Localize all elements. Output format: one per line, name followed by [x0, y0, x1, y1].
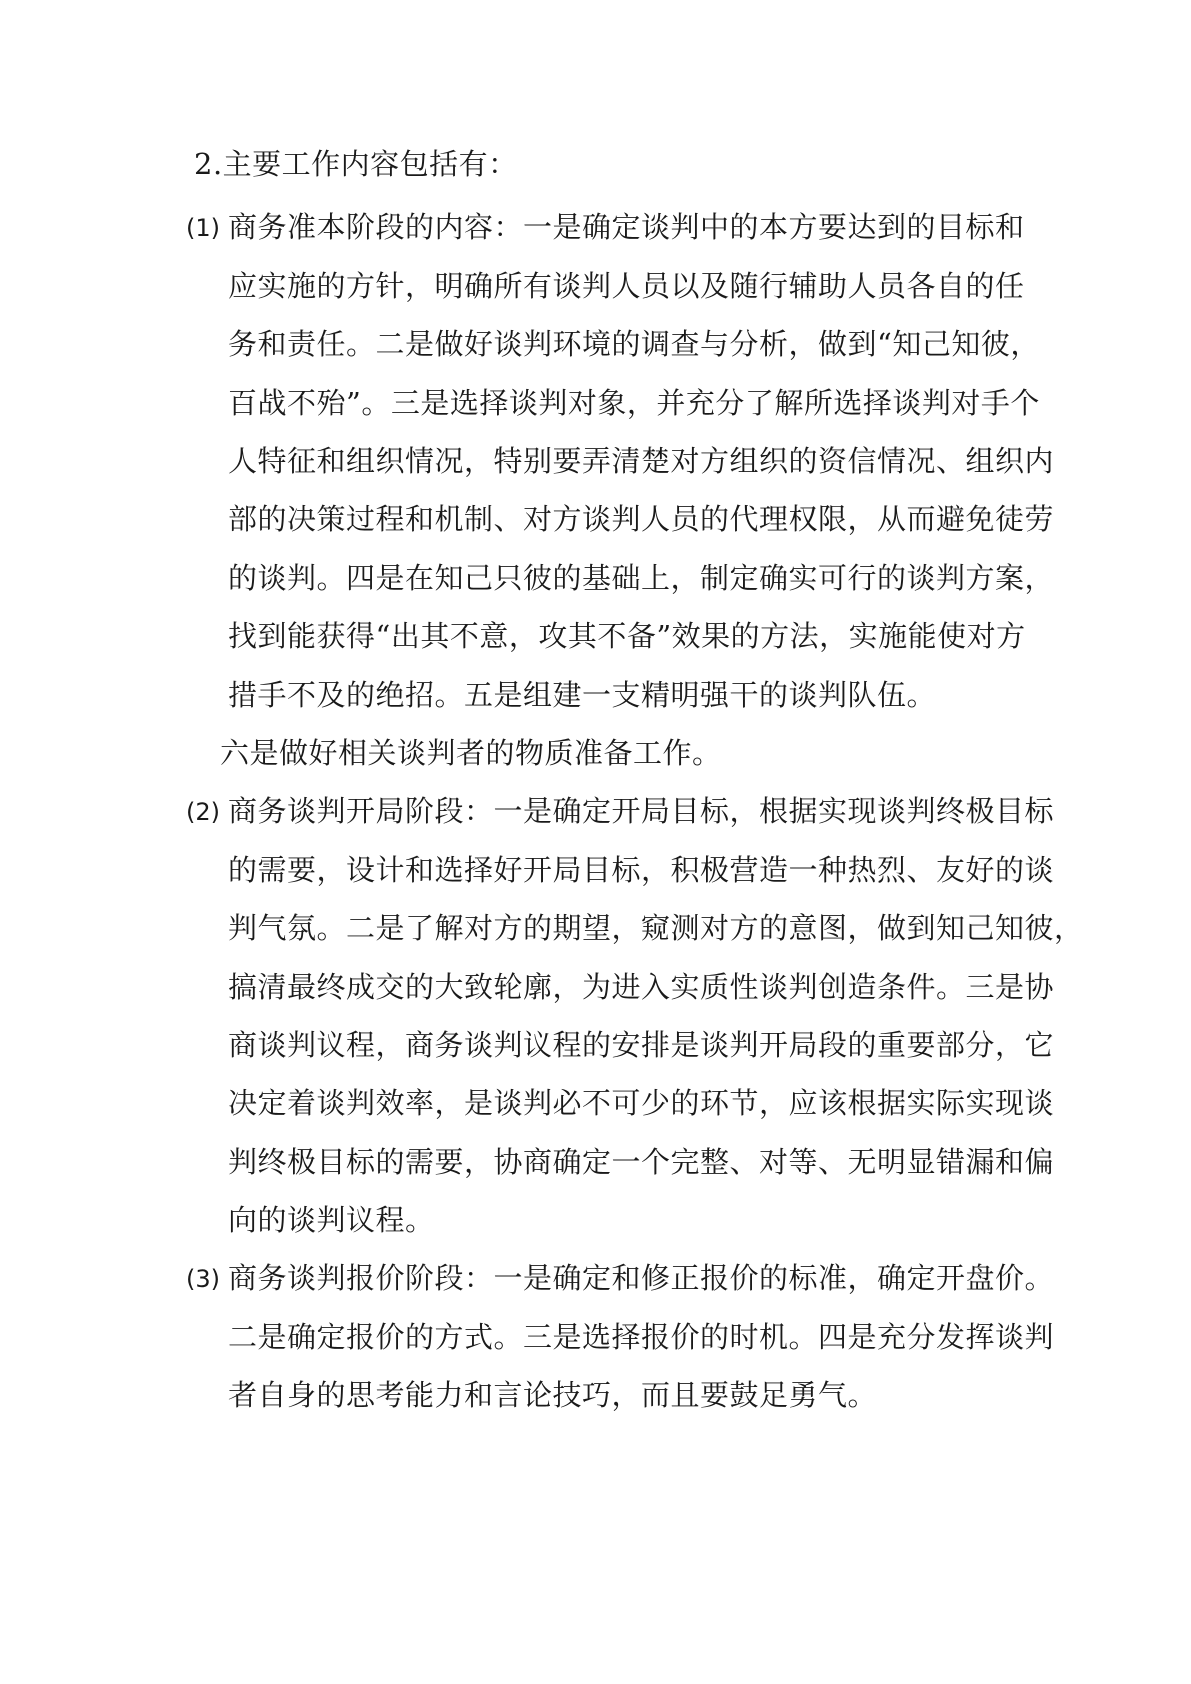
item-line: 商务谈判开局阶段：一是确定开局目标，根据实现谈判终极目标	[228, 794, 1055, 828]
item-line: 决定着谈判效率，是谈判必不可少的环节，应该根据实际实现谈	[228, 1086, 1055, 1120]
item-line: 人特征和组织情况，特别要弄清楚对方组织的资信情况、组织内	[228, 444, 1055, 478]
item-line: 向的谈判议程。	[228, 1203, 435, 1237]
item-number: (1)	[186, 214, 220, 242]
item-line: 商谈判议程，商务谈判议程的安排是谈判开局段的重要部分，它	[228, 1028, 1055, 1062]
item-line: 的需要，设计和选择好开局目标，积极营造一种热烈、友好的谈	[228, 853, 1055, 887]
item-line: 应实施的方针，明确所有谈判人员以及随行辅助人员各自的任	[228, 269, 1025, 303]
item-line: 的谈判。四是在知己只彼的基础上，制定确实可行的谈判方案，	[228, 561, 1055, 595]
item-line: 判终极目标的需要，协商确定一个完整、对等、无明显错漏和偏	[228, 1145, 1055, 1179]
item-line: 部的决策过程和机制、对方谈判人员的代理权限，从而避免徒劳	[228, 502, 1055, 536]
item-line: 判气氛。二是了解对方的期望，窥测对方的意图，做到知己知彼，	[228, 911, 1084, 945]
item-line: 者自身的思考能力和言论技巧，而且要鼓足勇气。	[228, 1378, 878, 1412]
item-line: 搞清最终成交的大致轮廓，为进入实质性谈判创造条件。三是协	[228, 970, 1055, 1004]
item-number: (3)	[186, 1265, 220, 1293]
item-line: 商务准本阶段的内容：一是确定谈判中的本方要达到的目标和	[228, 210, 1025, 244]
item-number: (2)	[186, 798, 220, 826]
item-line: 务和责任。二是做好谈判环境的调查与分析，做到“知己知彼，	[228, 327, 1040, 361]
item-line: 商务谈判报价阶段：一是确定和修正报价的标准，确定开盘价。	[228, 1261, 1055, 1295]
item-extra-line: 六是做好相关谈判者的物质准备工作。	[220, 736, 722, 770]
item-line: 百战不殆”。三是选择谈判对象，并充分了解所选择谈判对手个	[228, 386, 1040, 420]
item-line: 找到能获得“出其不意，攻其不备”效果的方法，实施能使对方	[228, 619, 1026, 653]
item-line: 措手不及的绝招。五是组建一支精明强干的谈判队伍。	[228, 678, 937, 712]
item-line: 二是确定报价的方式。三是选择报价的时机。四是充分发挥谈判	[228, 1320, 1055, 1354]
section-heading: 2.主要工作内容包括有：	[194, 147, 518, 181]
